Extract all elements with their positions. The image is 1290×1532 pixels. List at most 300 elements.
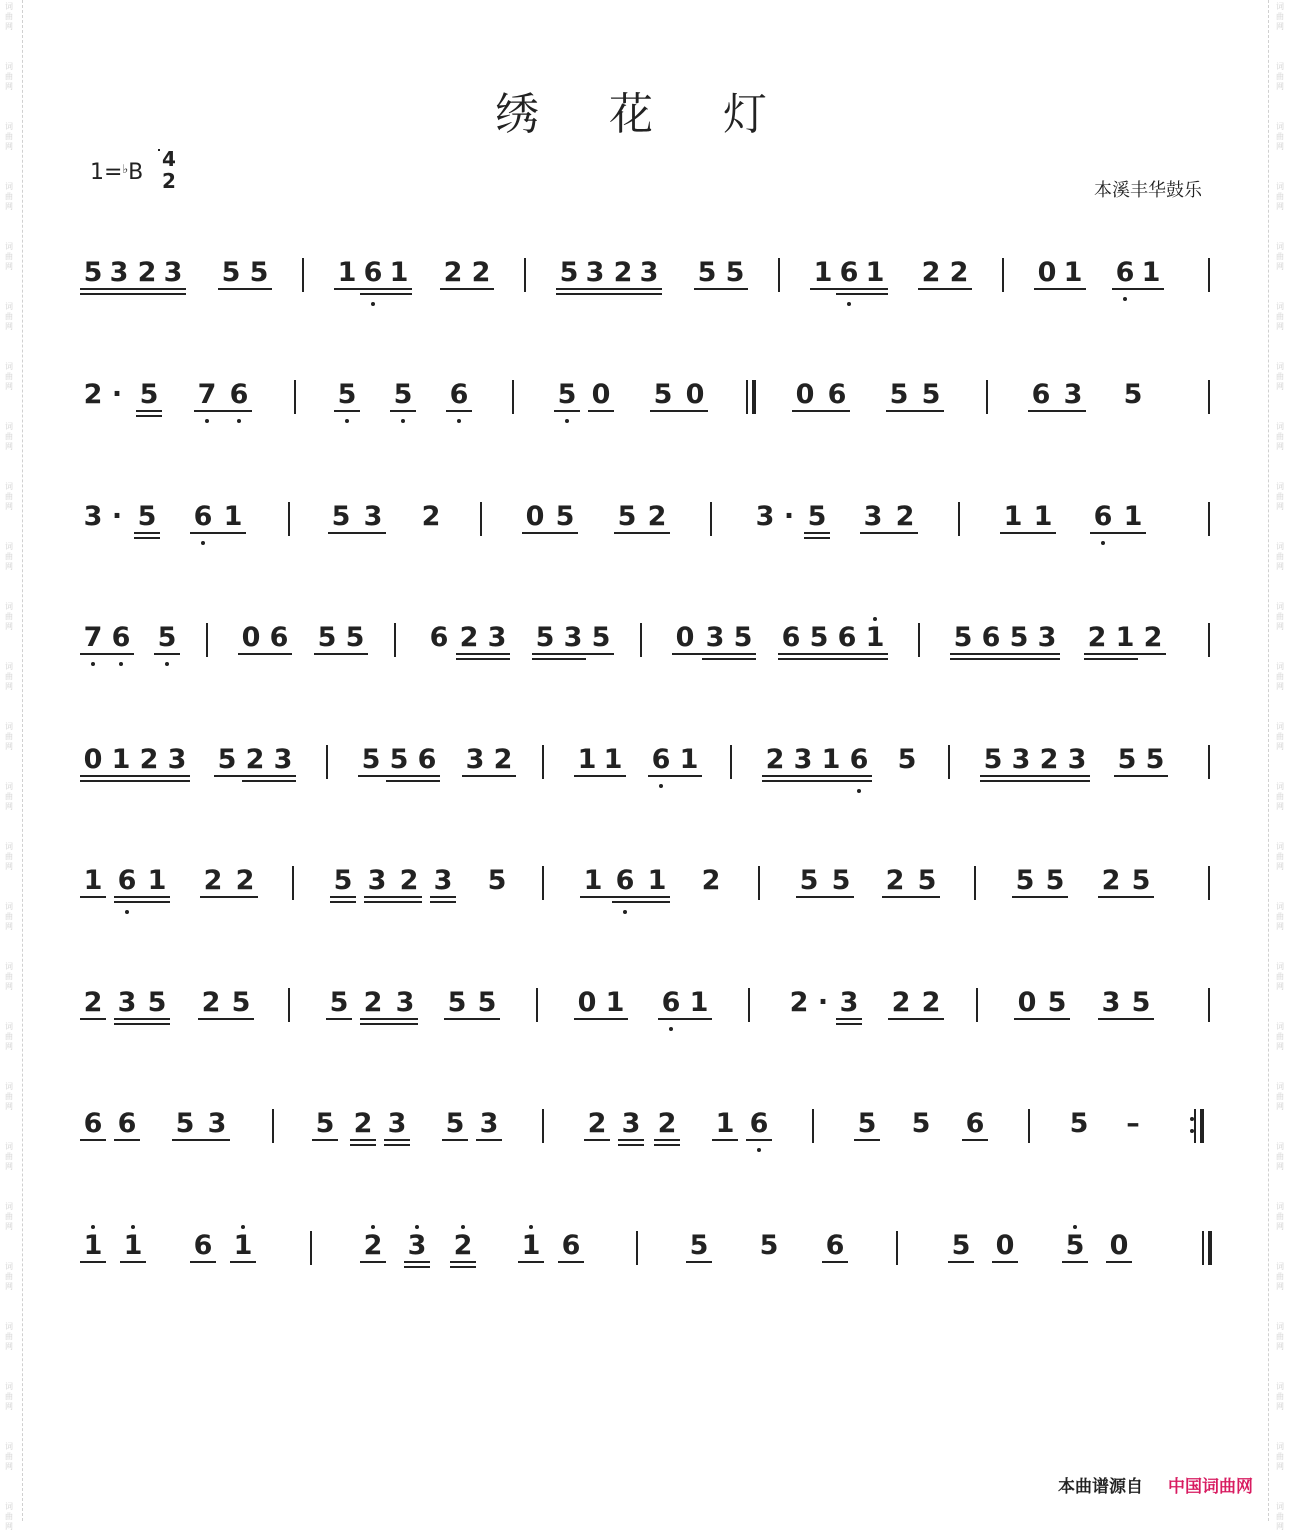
octave-dot-below — [371, 302, 375, 306]
note: 5 — [221, 257, 241, 288]
note: 5 — [333, 865, 353, 896]
note: 5 — [389, 744, 409, 775]
note: 2 — [1101, 865, 1121, 896]
note: 6 — [193, 1230, 213, 1261]
underline-beam — [1062, 1261, 1088, 1263]
note: 1 — [1115, 622, 1135, 653]
watermark-mark: 词 曲 网 — [5, 1142, 13, 1171]
note: 2 — [443, 257, 463, 288]
underline-beam — [702, 658, 756, 660]
underline-beam — [238, 653, 292, 655]
note: 5 — [617, 501, 637, 532]
underline-beam — [384, 1144, 410, 1146]
note: 0 — [577, 987, 597, 1018]
note: 5 — [1131, 987, 1151, 1018]
octave-dot-below — [91, 662, 95, 666]
bar-line — [310, 1231, 312, 1265]
bar-line — [778, 258, 780, 292]
watermark-mark: 词 曲 网 — [5, 182, 13, 211]
note: 6 — [363, 257, 383, 288]
note: 2 — [453, 1230, 473, 1261]
watermark-mark: 词 曲 网 — [1276, 1082, 1284, 1111]
repeat-dot — [1190, 1129, 1194, 1133]
note: 2 — [399, 865, 419, 896]
note: 7 — [197, 379, 217, 410]
note: 2 — [235, 865, 255, 896]
note: 5 — [83, 257, 103, 288]
note: 2 — [421, 501, 441, 532]
underline-beam — [446, 410, 472, 412]
note: 3 — [167, 744, 187, 775]
note: 3 — [1101, 987, 1121, 1018]
octave-dot-below — [165, 662, 169, 666]
underline-beam — [80, 288, 186, 290]
underline-beam — [360, 293, 412, 295]
note: 2 — [647, 501, 667, 532]
note: 6 — [117, 1108, 137, 1139]
note: 5 — [337, 379, 357, 410]
note: 1 — [233, 1230, 253, 1261]
double-bar-line — [752, 380, 756, 414]
note: 5 — [953, 622, 973, 653]
note: 6 — [229, 379, 249, 410]
underline-beam — [330, 896, 356, 898]
note: 2 — [201, 987, 221, 1018]
underline-beam — [854, 1139, 880, 1141]
watermark-mark: 词 曲 网 — [1276, 662, 1284, 691]
note: 2 — [493, 744, 513, 775]
underline-beam — [654, 1144, 680, 1146]
watermark-mark: 词 曲 网 — [1276, 1022, 1284, 1051]
note: 3 — [639, 257, 659, 288]
note: 5 — [857, 1108, 877, 1139]
note: 5 — [147, 987, 167, 1018]
underline-beam — [404, 1266, 430, 1268]
bar-line — [524, 258, 526, 292]
underline-beam — [558, 1261, 584, 1263]
note: 5 — [591, 622, 611, 653]
underline-beam — [462, 775, 516, 777]
watermark-mark: 词 曲 网 — [5, 842, 13, 871]
watermark-mark: 词 曲 网 — [5, 62, 13, 91]
note: 5 — [393, 379, 413, 410]
note: 5 — [1117, 744, 1137, 775]
note: 6 — [965, 1108, 985, 1139]
note: 5 — [1123, 379, 1143, 410]
underline-beam — [948, 1261, 974, 1263]
double-bar-line — [1208, 1231, 1212, 1265]
underline-beam — [810, 288, 888, 290]
note: 3 — [479, 1108, 499, 1139]
note: 6 — [837, 622, 857, 653]
note: 3 — [863, 501, 883, 532]
note: 6 — [111, 622, 131, 653]
note: 3 — [109, 257, 129, 288]
underline-beam — [1098, 1018, 1154, 1020]
note: 3 — [395, 987, 415, 1018]
note: 0 — [685, 379, 705, 410]
watermark-mark: 词 曲 网 — [1276, 122, 1284, 151]
watermark-mark: 词 曲 网 — [1276, 1502, 1284, 1531]
underline-beam — [778, 653, 888, 655]
note: 5 — [231, 987, 251, 1018]
time-signature-top: 4 — [162, 147, 176, 171]
note: 2 — [765, 744, 785, 775]
watermark-mark: 词 曲 网 — [1276, 482, 1284, 511]
underline-beam — [654, 1139, 680, 1141]
watermark-mark: 词 曲 网 — [1276, 302, 1284, 331]
underline-beam — [658, 1018, 712, 1020]
octave-dot-below — [125, 910, 129, 914]
underline-beam — [136, 415, 162, 417]
bar-line — [918, 623, 920, 657]
note: 0 — [795, 379, 815, 410]
note: 5 — [139, 379, 159, 410]
bar-line — [1208, 988, 1210, 1022]
bar-line — [288, 502, 290, 536]
bar-line — [1208, 623, 1210, 657]
augmentation-dot: · — [111, 379, 123, 410]
underline-beam — [114, 1018, 170, 1020]
underline-beam — [712, 1139, 738, 1141]
note: 1 — [813, 257, 833, 288]
underline-beam — [350, 1144, 376, 1146]
note: 5 — [725, 257, 745, 288]
note: 5 — [1145, 744, 1165, 775]
watermark-mark: 词 曲 网 — [5, 722, 13, 751]
underline-beam — [574, 775, 626, 777]
note: 6 — [651, 744, 671, 775]
note: 6 — [561, 1230, 581, 1261]
underline-beam — [334, 288, 412, 290]
note: 1 — [1123, 501, 1143, 532]
watermark-mark: 词 曲 网 — [1276, 1142, 1284, 1171]
note: 1 — [583, 865, 603, 896]
note: 3 — [839, 987, 859, 1018]
underline-beam — [326, 1018, 352, 1020]
bar-line — [812, 1109, 814, 1143]
underline-beam — [456, 653, 510, 655]
underline-beam — [1012, 896, 1068, 898]
note: 5 — [445, 1108, 465, 1139]
underline-beam — [822, 1261, 848, 1263]
watermark-mark: 词 曲 网 — [5, 242, 13, 271]
note: 5 — [697, 257, 717, 288]
note: 1 — [147, 865, 167, 896]
underline-beam — [1112, 288, 1164, 290]
underline-beam — [364, 901, 422, 903]
underline-beam — [384, 1139, 410, 1141]
bar-line — [294, 380, 296, 414]
watermark-mark: 词 曲 网 — [1276, 2, 1284, 31]
watermark-mark: 词 曲 网 — [1276, 182, 1284, 211]
octave-dot-below — [205, 419, 209, 423]
underline-beam — [554, 410, 580, 412]
note: 3 — [755, 501, 775, 532]
note: 2 — [921, 987, 941, 1018]
watermark-mark: 词 曲 网 — [5, 1322, 13, 1351]
watermark-mark: 词 曲 网 — [5, 482, 13, 511]
underline-beam — [762, 780, 872, 782]
score-row — [82, 1231, 1212, 1291]
note: 5 — [911, 1108, 931, 1139]
bar-line — [512, 380, 514, 414]
note: 6 — [827, 379, 847, 410]
underline-beam — [364, 896, 422, 898]
note: 6 — [449, 379, 469, 410]
bar-line — [542, 745, 544, 779]
note: 2 — [139, 744, 159, 775]
watermark-mark: 词 曲 网 — [1276, 782, 1284, 811]
octave-dot-above — [461, 1225, 465, 1229]
octave-dot-above — [131, 1225, 135, 1229]
octave-dot-below — [565, 419, 569, 423]
underline-beam — [312, 1139, 338, 1141]
bar-line — [272, 1109, 274, 1143]
note: 2 — [245, 744, 265, 775]
bar-line — [1208, 866, 1210, 900]
underline-beam — [80, 775, 190, 777]
underline-beam — [200, 896, 258, 898]
watermark-mark: 词 曲 网 — [5, 1262, 13, 1291]
underline-beam — [980, 780, 1090, 782]
watermark-mark: 词 曲 网 — [5, 542, 13, 571]
note: 6 — [1115, 257, 1135, 288]
note: 2 — [1039, 744, 1059, 775]
octave-dot-below — [1123, 297, 1127, 301]
bar-line — [1208, 745, 1210, 779]
underline-beam — [992, 1261, 1018, 1263]
note: 5 — [157, 622, 177, 653]
note: 0 — [1017, 987, 1037, 1018]
note: 5 — [559, 257, 579, 288]
note: 3 — [117, 987, 137, 1018]
note: 5 — [759, 1230, 779, 1261]
underline-beam — [386, 780, 440, 782]
underline-beam — [836, 293, 888, 295]
note: 3 — [207, 1108, 227, 1139]
watermark-mark: 词 曲 网 — [1276, 722, 1284, 751]
note: 5 — [447, 987, 467, 1018]
bar-line — [1194, 1109, 1196, 1143]
note: 3 — [621, 1108, 641, 1139]
bar-line — [542, 866, 544, 900]
underline-beam — [836, 1018, 862, 1020]
watermark-mark: 词 曲 网 — [1276, 362, 1284, 391]
underline-beam — [580, 896, 670, 898]
underline-beam — [114, 896, 170, 898]
watermark-mark: 词 曲 网 — [5, 1502, 13, 1531]
note: 6 — [417, 744, 437, 775]
underline-beam — [762, 775, 872, 777]
watermark-mark: 词 曲 网 — [1276, 962, 1284, 991]
note: 0 — [1109, 1230, 1129, 1261]
watermark-mark: 词 曲 网 — [1276, 1322, 1284, 1351]
bar-line — [1208, 258, 1210, 292]
watermark-mark: 词 曲 网 — [5, 122, 13, 151]
bar-line — [542, 1109, 544, 1143]
footer-source-label: 本曲谱源自 — [1058, 1477, 1143, 1497]
note: 5 — [689, 1230, 709, 1261]
note: 5 — [799, 865, 819, 896]
underline-beam — [860, 532, 918, 534]
note: 5 — [831, 865, 851, 896]
note: 5 — [329, 987, 349, 1018]
bar-line — [480, 502, 482, 536]
octave-dot-below — [119, 662, 123, 666]
underline-beam — [584, 1139, 610, 1141]
note: 3 — [273, 744, 293, 775]
note: 5 — [1015, 865, 1035, 896]
note: 1 — [577, 744, 597, 775]
underline-beam — [918, 288, 972, 290]
underline-beam — [190, 1261, 216, 1263]
underline-beam — [746, 1139, 772, 1141]
note: 5 — [1069, 1108, 1089, 1139]
bar-line — [976, 988, 978, 1022]
watermark-mark: 词 曲 网 — [5, 1442, 13, 1471]
octave-dot-below — [1101, 541, 1105, 545]
watermark-mark: 词 曲 网 — [5, 2, 13, 31]
note: 5 — [317, 622, 337, 653]
underline-beam — [136, 410, 162, 412]
note: 5 — [557, 379, 577, 410]
underline-beam — [404, 1261, 430, 1263]
note: 5 — [807, 501, 827, 532]
watermark-mark: 词 曲 网 — [1276, 1202, 1284, 1231]
note: 6 — [193, 501, 213, 532]
note: 6 — [117, 865, 137, 896]
note: 2 — [1087, 622, 1107, 653]
note: 5 — [345, 622, 365, 653]
bar-line — [1028, 1109, 1030, 1143]
note: 5 — [653, 379, 673, 410]
note: 2 — [587, 1108, 607, 1139]
underline-beam — [230, 1261, 256, 1263]
note: 5 — [951, 1230, 971, 1261]
bar-line — [746, 380, 748, 414]
note: 3 — [83, 501, 103, 532]
note: 1 — [865, 622, 885, 653]
underline-beam — [1114, 775, 1168, 777]
bar-line — [748, 988, 750, 1022]
note: 1 — [1003, 501, 1023, 532]
note: 3 — [367, 865, 387, 896]
underline-beam — [360, 1261, 386, 1263]
note: 1 — [123, 1230, 143, 1261]
score-row — [82, 380, 1212, 440]
bar-line — [948, 745, 950, 779]
note: 3 — [163, 257, 183, 288]
underline-beam — [888, 1018, 944, 1020]
watermark-mark: 词 曲 网 — [1276, 842, 1284, 871]
bar-line — [1208, 380, 1210, 414]
bar-line — [288, 988, 290, 1022]
underline-beam — [1098, 896, 1154, 898]
underline-beam — [314, 653, 368, 655]
underline-beam — [114, 1023, 170, 1025]
footer-site-link[interactable]: 中国词曲网 — [1168, 1477, 1253, 1497]
underline-beam — [444, 1018, 500, 1020]
underline-beam — [214, 775, 296, 777]
bar-line — [1002, 258, 1004, 292]
octave-dot-above — [415, 1225, 419, 1229]
note: 2 — [789, 987, 809, 1018]
octave-dot-below — [669, 1027, 673, 1031]
note: 2 — [353, 1108, 373, 1139]
bar-line — [292, 866, 294, 900]
underline-beam — [1034, 288, 1086, 290]
note: 5 — [897, 744, 917, 775]
note: 1 — [679, 744, 699, 775]
note: 1 — [821, 744, 841, 775]
octave-dot-below — [457, 419, 461, 423]
underline-beam — [648, 775, 702, 777]
bar-line — [710, 502, 712, 536]
watermark-mark: 词 曲 网 — [5, 422, 13, 451]
note: 6 — [981, 622, 1001, 653]
note: 6 — [661, 987, 681, 1018]
octave-dot-above — [1073, 1225, 1077, 1229]
watermark-mark: 词 曲 网 — [5, 1382, 13, 1411]
underline-beam — [114, 901, 170, 903]
note: 5 — [217, 744, 237, 775]
score-row — [82, 866, 1212, 926]
underline-beam — [242, 780, 296, 782]
note: 5 — [249, 257, 269, 288]
watermark-mark: 词 曲 网 — [1276, 1262, 1284, 1291]
octave-dot-below — [237, 419, 241, 423]
note: 3 — [1011, 744, 1031, 775]
octave-dot-below — [201, 541, 205, 545]
underline-beam — [450, 1266, 476, 1268]
underline-beam — [672, 653, 756, 655]
watermark-mark: 词 曲 网 — [5, 902, 13, 931]
octave-dot-below — [401, 419, 405, 423]
underline-beam — [950, 653, 1060, 655]
underline-beam — [796, 896, 854, 898]
underline-beam — [190, 532, 246, 534]
underline-beam — [1084, 658, 1138, 660]
underline-beam — [80, 293, 186, 295]
note: 5 — [535, 622, 555, 653]
note: 5 — [331, 501, 351, 532]
watermark-mark: 词 曲 网 — [1276, 602, 1284, 631]
underline-beam — [836, 1023, 862, 1025]
underline-beam — [330, 901, 356, 903]
note: 2 — [83, 379, 103, 410]
note: 5 — [889, 379, 909, 410]
watermark-mark: 词 曲 网 — [1276, 542, 1284, 571]
underline-beam — [532, 653, 614, 655]
note: 1 — [865, 257, 885, 288]
underline-beam — [334, 410, 360, 412]
octave-dot-below — [345, 419, 349, 423]
watermark-mark: 词 曲 网 — [1276, 1442, 1284, 1471]
bar-line — [640, 623, 642, 657]
repeat-dot — [1190, 1117, 1194, 1121]
note: 0 — [241, 622, 261, 653]
note: 6 — [615, 865, 635, 896]
bar-line — [758, 866, 760, 900]
score-row — [82, 988, 1212, 1048]
underline-beam — [612, 901, 670, 903]
note: 2 — [83, 987, 103, 1018]
bar-line — [206, 623, 208, 657]
note: 5 — [487, 865, 507, 896]
bar-line — [974, 866, 976, 900]
octave-dot-below — [659, 784, 663, 788]
